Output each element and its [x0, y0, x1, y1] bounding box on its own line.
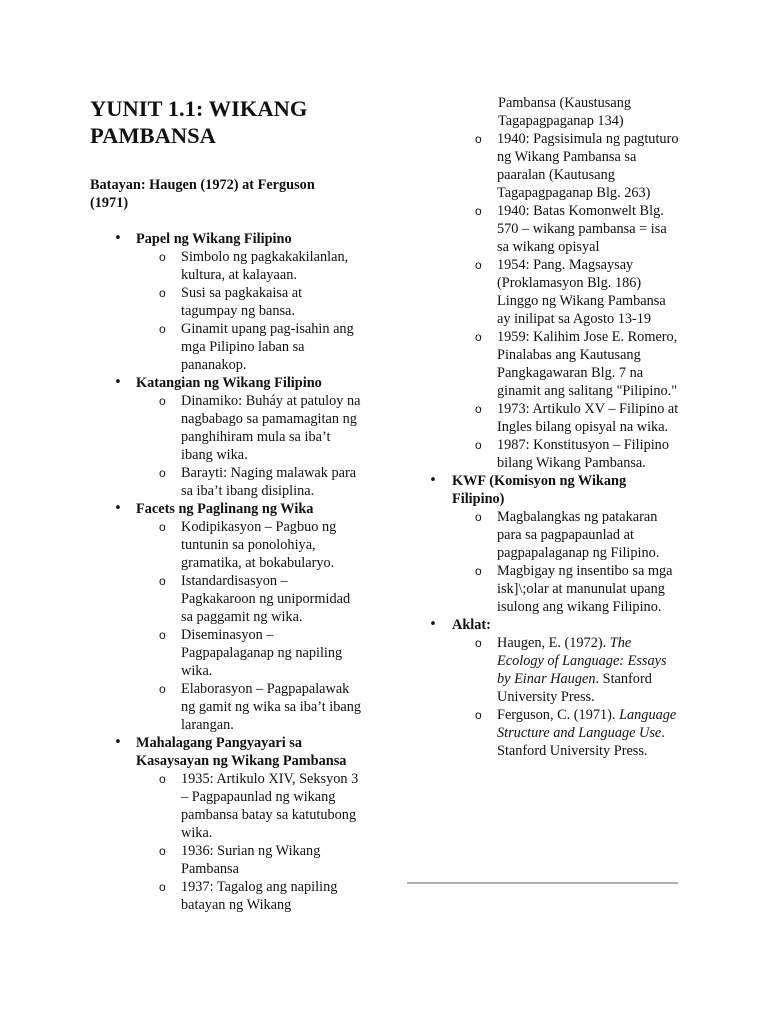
sub-bullet-marker: o — [159, 394, 166, 408]
list-item-text: 1973: Artikulo XV – Filipino at Ingles bilang opisyal na wika. — [497, 401, 679, 435]
left-column — [90, 95, 380, 914]
section-list-right — [407, 472, 697, 760]
sub-bullet-marker: o — [159, 466, 166, 480]
list-item — [136, 284, 361, 320]
section — [90, 374, 380, 500]
list-item — [452, 436, 679, 472]
list-item — [136, 878, 361, 914]
sub-bullet-marker: o — [159, 844, 166, 858]
sub-bullet-marker: o — [159, 286, 166, 300]
list-item-text: Magbalangkas ng patakaran para sa pagpapaunlad at pagpapalaganap ng Filipino. — [497, 509, 660, 561]
section — [407, 472, 697, 616]
list-item — [452, 562, 679, 616]
sub-list — [136, 518, 380, 734]
section — [90, 500, 380, 734]
list-item — [136, 248, 361, 284]
list-item-text: Istandardisasyon – Pagkakaroon ng unipormidad sa paggamit ng wika. — [181, 573, 351, 625]
left-sections — [90, 230, 380, 914]
bullet-marker: • — [114, 735, 122, 750]
page-title: YUNIT 1.1: WIKANG PAMBANSA — [90, 96, 308, 148]
reference-title: The Ecology of Language: Essays by Einar Haugen — [497, 635, 667, 687]
reference-item — [452, 706, 679, 760]
list-item — [452, 130, 679, 202]
list-item — [452, 202, 679, 256]
sub-bullet-marker: o — [475, 330, 482, 344]
list-item — [136, 680, 361, 734]
history-list — [407, 130, 697, 472]
reference-title: Language Structure and Language Use — [497, 707, 677, 741]
section-heading: KWF (Komisyon ng Wikang Filipino) — [452, 473, 627, 507]
sub-bullet-marker: o — [159, 880, 166, 894]
sub-bullet-marker: o — [475, 258, 482, 272]
list-item-text: 1940: Pagsisimula ng pagtuturo ng Wikang Pambansa sa paaralan (Kautusang Tagapagpaganap Blg. 263) — [497, 131, 679, 201]
list-item — [136, 392, 361, 464]
list-item — [136, 770, 361, 842]
list-item — [452, 328, 679, 400]
list-item — [136, 842, 361, 878]
sub-bullet-marker: o — [475, 636, 482, 650]
bullet-marker: • — [429, 617, 437, 632]
section-heading: Facets ng Paglinang ng Wika — [136, 501, 314, 517]
horizontal-rule — [407, 882, 678, 884]
list-item — [452, 508, 679, 562]
reference-publisher: . Stanford University Press. — [497, 725, 665, 759]
sub-bullet-marker: o — [475, 402, 482, 416]
list-item-text: 1937: Tagalog ang napiling batayan ng Wikang — [181, 879, 338, 913]
list-item-text: Elaborasyon – Pagpapalawak ng gamit ng wika sa iba’t ibang larangan. — [181, 681, 362, 733]
list-item-text: 1987: Konstitusyon – Filipino bilang Wikang Pambansa. — [497, 437, 669, 471]
reference-author: Ferguson, C. (1971). — [497, 707, 620, 723]
reference-text — [497, 635, 667, 705]
list-item — [136, 626, 361, 680]
list-item-text: Susi sa pagkakaisa at tagumpay ng bansa. — [181, 285, 303, 319]
continuation-text: Pambansa (Kaustusang Tagapagpaganap 134) — [498, 95, 632, 129]
reference-author: Haugen, E. (1972). — [497, 635, 610, 651]
bullet-marker: • — [429, 473, 437, 488]
list-item-text: 1935: Artikulo XIV, Seksyon 3 – Pagpapaunlad ng wikang pambansa batay sa katutubong wika. — [181, 771, 359, 841]
section-list — [90, 230, 380, 914]
sub-bullet-marker: o — [159, 250, 166, 264]
list-item-text: 1959: Kalihim Jose E. Romero, Pinalabas ang Kautusang Pangkagawaran Blg. 7 na ginamit ang salitang "Pilipino." — [497, 329, 678, 399]
sub-bullet-marker: o — [159, 682, 166, 696]
right-column — [407, 94, 697, 760]
sub-list — [136, 770, 380, 914]
list-item-text: 1954: Pang. Magsaysay (Proklamasyon Blg. 186) Linggo ng Wikang Pambansa ay inilipat sa Agosto 13-19 — [497, 257, 666, 327]
list-item-text: Simbolo ng pagkakakilanlan, kultura, at kalayaan. — [181, 249, 349, 283]
reference-text — [497, 707, 676, 759]
sub-bullet-marker: o — [475, 510, 482, 524]
reference-item — [452, 634, 679, 706]
sub-bullet-marker: o — [475, 564, 482, 578]
list-item-text: Barayti: Naging malawak para sa iba’t ibang disiplina. — [181, 465, 357, 499]
section-heading: Aklat: — [452, 617, 491, 633]
list-item-text: 1936: Surian ng Wikang Pambansa — [181, 843, 321, 877]
section-heading: Mahalagang Pangyayari sa Kasaysayan ng Wikang Pambansa — [136, 735, 347, 769]
sub-bullet-marker: o — [159, 772, 166, 786]
sub-bullet-marker: o — [475, 708, 482, 722]
list-item-text: Kodipikasyon – Pagbuo ng tuntunin sa ponolohiya, gramatika, at bokabularyo. — [181, 519, 337, 571]
section — [407, 616, 697, 760]
section — [90, 230, 380, 374]
list-item-text: Diseminasyon – Pagpapalaganap ng napiling wika. — [181, 627, 343, 679]
list-item-text: Dinamiko: Buháy at patuloy na nagbabago sa pamamagitan ng panghihiram mula sa iba’t ibang wika. — [181, 393, 361, 463]
sub-list — [452, 634, 697, 760]
sub-bullet-marker: o — [159, 628, 166, 642]
list-item — [136, 320, 361, 374]
sub-bullet-marker: o — [159, 574, 166, 588]
list-item — [136, 464, 361, 500]
subtitle: Batayan: Haugen (1972) at Ferguson (1971) — [90, 177, 315, 211]
list-item-text: 1940: Batas Komonwelt Blg. 570 – wikang pambansa = isa sa wikang opisyal — [497, 203, 667, 255]
bullet-marker: • — [114, 231, 122, 246]
sub-bullet-marker: o — [475, 204, 482, 218]
list-item — [136, 518, 361, 572]
sub-bullet-marker: o — [159, 520, 166, 534]
section-heading: Katangian ng Wikang Filipino — [136, 375, 322, 391]
sub-list — [452, 508, 697, 616]
list-item-text: Ginamit upang pag-isahin ang mga Pilipino laban sa pananakop. — [181, 321, 354, 373]
section-heading: Papel ng Wikang Filipino — [136, 231, 292, 247]
list-item-text: Magbigay ng insentibo sa mga isk]\;olar at manunulat upang isulong ang wikang Filipino. — [497, 563, 673, 615]
reference-publisher: . Stanford University Press. — [497, 671, 652, 705]
sub-bullet-marker: o — [475, 132, 482, 146]
sub-list — [136, 248, 380, 374]
list-item — [452, 400, 679, 436]
bullet-marker: • — [114, 501, 122, 516]
sub-bullet-marker: o — [159, 322, 166, 336]
section — [90, 734, 380, 914]
bullet-marker: • — [114, 375, 122, 390]
list-item — [136, 572, 361, 626]
list-item — [452, 256, 679, 328]
sub-bullet-marker: o — [475, 438, 482, 452]
sub-list — [136, 392, 380, 500]
